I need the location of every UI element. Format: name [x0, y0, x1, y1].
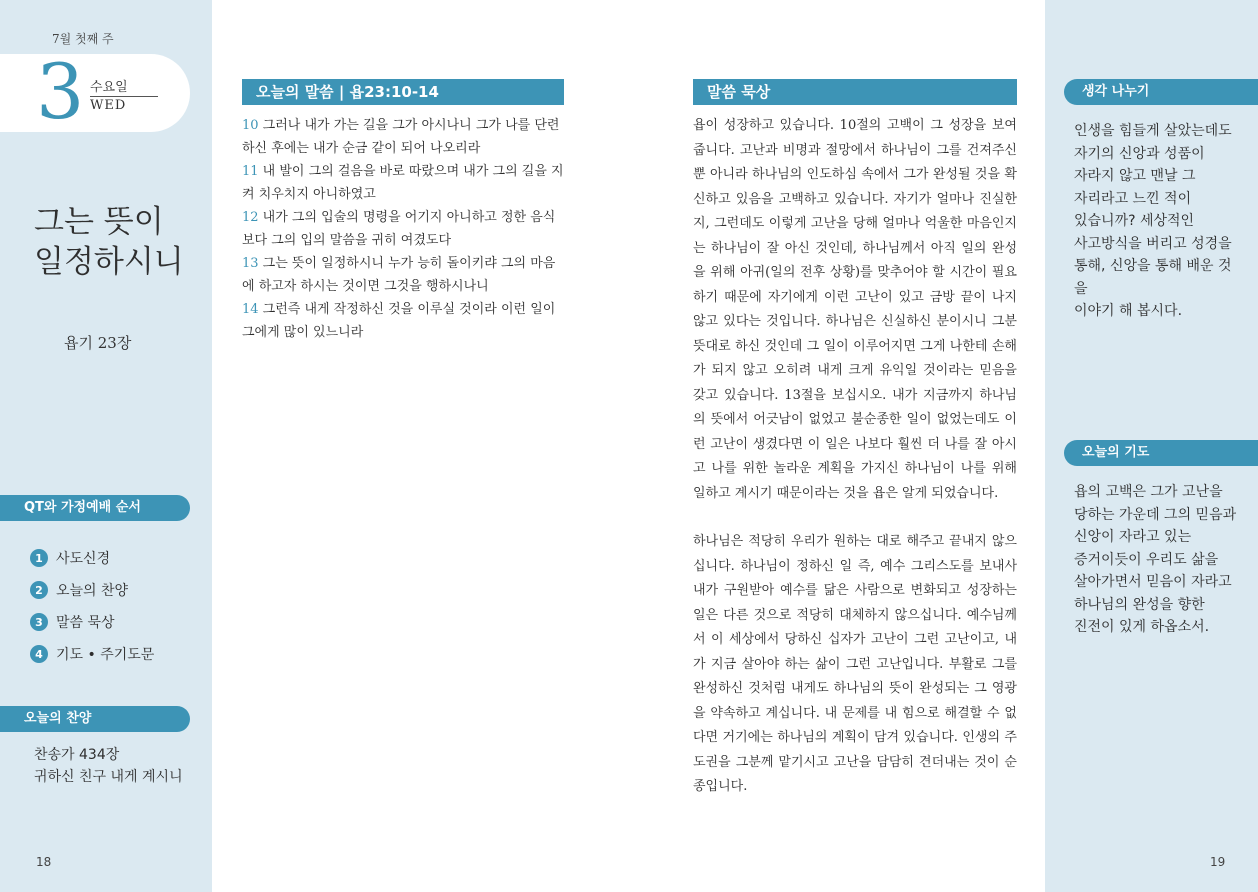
title-line-2: 일정하시니: [34, 244, 184, 280]
verse-text: 내가 그의 입술의 명령을 어기지 아니하고 정한 음식보다 그의 입의 말씀을 귀히 여겼도다: [242, 210, 556, 248]
sharing-line: 이야기 해 봅시다.: [1074, 303, 1183, 319]
list-item: [30, 638, 154, 670]
list-item: [30, 542, 154, 574]
step-label: 말씀 묵상: [56, 615, 115, 631]
prayer-line: 진전이 있게 하옵소서.: [1074, 619, 1210, 635]
sharing-text: [1074, 120, 1244, 323]
hymn-number: 찬송가 434장: [34, 747, 120, 763]
meditation-paragraph-1: 욥이 성장하고 있습니다. 10절의 고백이 그 성장을 보여줍니다. 고난과 비명과 절망에서 하나님이 그를 건져주신 뿐 아니라 하나님의 인도하심 속에서 그가 완성될 것을 확신하고 있음을 고백하고 있습니다. 자기가 얼마나 진실한지, 그런데도 이렇게 고난을 당해 얼마나 억울한 마음인지는 하나님이 잘 아신 것인데, 하나님께서 아직 일의 완성을 위해 아귀(일의 전후 상황)를 맞추어야 할 시간이 필요하기 때문에 자기에게 이런 고난이 있고 금방 끝이 나지 않고 있다는 것입니다. 하나님은 신실하신 분이시니 그분 뜻대로 하신 것인데 그 일이 이루어지면 그게 나한테 손해가 되지 않고 오히려 내게 크게 유익일 것이라는 믿음을 갖고 있습니다. 13절을 보십시오. 내가 지금까지 하나님의 뜻에서 어긋남이 없었고 불순종한 일이 없었는데도 이런 고난이 생겼다면 이 일은 나보다 훨씬 더 나를 잘 아시고 나를 위한 놀라운 계획을 가지신 하나님이 나를 위해 일하고 계시기 때문이라는 것을 욥은 알게 되었습니다.: [693, 118, 1017, 501]
meditation-header: 말씀 묵상: [693, 79, 1017, 105]
meditation-text: [693, 114, 1017, 800]
verse-number: 13: [242, 256, 259, 271]
verse-number: 10: [242, 118, 259, 133]
prayer-line: 증거이듯이 우리도 삶을: [1074, 551, 1219, 568]
verse-number: 11: [242, 164, 259, 179]
meditation-paragraph-2: 하나님은 적당히 우리가 원하는 대로 해주고 끝내지 않으십니다. 하나님이 정하신 일 즉, 예수 그리스도를 보내사 내가 구원받아 예수를 닮은 사람으로 변화되고 성장하는 일은 다른 것으로 적당히 대체하지 않으십니다. 예수님께서 이 세상에서 당하신 십자가 고난이 그런 고난이고, 내가 지금 살아야 하는 삶이 그런 고난입니다. 부활로 그를 완성하신 것처럼 내게도 하나님의 뜻이 완성되는 그 영광을 약속하고 계십니다. 내 문제를 내 힘으로 해결할 수 없다면 거기에는 하나님의 계획이 담겨 있습니다. 인생의 주도권을 그분께 맡기시고 고난을 담담히 견더내는 것이 순종입니다.: [693, 534, 1017, 794]
hymn-text: [34, 744, 183, 788]
prayer-line: 하나님의 완성을 향한: [1074, 596, 1205, 613]
weekday-korean: 수요일: [90, 80, 128, 95]
sharing-line: 사고방식을 버리고 성경을: [1074, 235, 1232, 252]
title-line-1: 그는 뜻이: [34, 204, 164, 240]
sharing-line: 자라지 않고 맨날 그: [1074, 168, 1196, 184]
chapter-label: 욥기 23장: [64, 334, 132, 352]
prayer-line: 신앙이 자라고 있는: [1074, 529, 1192, 545]
prayer-line: 욥의 고백은 그가 고난을: [1074, 484, 1223, 500]
verse-text: 그는 뜻이 일정하시니 누가 능히 돌이키랴 그의 마음에 하고자 하시는 것이면 그것을 행하시나니: [242, 256, 556, 294]
step-number-badge: 4: [30, 645, 48, 663]
verse-text: 내 발이 그의 걸음을 바로 따랐으며 내가 그의 길을 지켜 치우치지 아니하였고: [242, 164, 564, 202]
scripture-text: [242, 114, 564, 344]
sharing-line: 인생을 힘들게 살았는데도: [1074, 123, 1232, 139]
prayer-line: 당하는 가운데 그의 믿음과: [1074, 506, 1237, 523]
verse-text: 그런즉 내게 작정하신 것을 이루실 것이라 이런 일이 그에게 많이 있느니라: [242, 302, 556, 340]
list-item: [30, 574, 154, 606]
week-label: 7월 첫째 주: [52, 32, 114, 46]
verse-number: 12: [242, 210, 259, 225]
qt-order-header: QT와 가정예배 순서: [0, 495, 190, 521]
step-label: 오늘의 찬양: [56, 583, 129, 599]
prayer-line: 살아가면서 믿음이 자라고: [1074, 574, 1232, 590]
page-title: [34, 202, 204, 282]
verse-number: 14: [242, 302, 259, 317]
step-number-badge: 1: [30, 549, 48, 567]
sharing-line: 자리라고 느낀 적이: [1074, 190, 1192, 207]
prayer-text: [1074, 481, 1244, 639]
verse-text: 그러나 내가 가는 길을 그가 아시나니 그가 나를 단련하신 후에는 내가 순금 같이 되어 나오리라: [242, 118, 560, 156]
weekday-divider: [90, 96, 158, 97]
step-number-badge: 3: [30, 613, 48, 631]
prayer-header: 오늘의 기도: [1064, 440, 1258, 466]
page-number-right: 19: [1210, 855, 1226, 869]
sharing-line: 자기의 신앙과 성품이: [1074, 145, 1205, 162]
qt-order-list: [30, 542, 154, 670]
day-number: 3: [36, 47, 85, 136]
sharing-header: 생각 나누기: [1064, 79, 1258, 105]
step-label: 사도신경: [56, 551, 111, 567]
page-number-left: 18: [36, 855, 52, 869]
hymn-header: 오늘의 찬양: [0, 706, 190, 732]
step-number-badge: 2: [30, 581, 48, 599]
step-label: 기도 • 주기도문: [56, 647, 155, 663]
hymn-title: 귀하신 친구 내게 계시니: [34, 769, 183, 785]
weekday-english: WED: [90, 98, 127, 113]
scripture-header: 오늘의 말씀 | 욥23:10-14: [242, 79, 564, 105]
sharing-line: 있습니까? 세상적인: [1074, 213, 1195, 229]
list-item: [30, 606, 154, 638]
sharing-line: 통해, 신앙을 통해 배운 것을: [1074, 258, 1232, 297]
